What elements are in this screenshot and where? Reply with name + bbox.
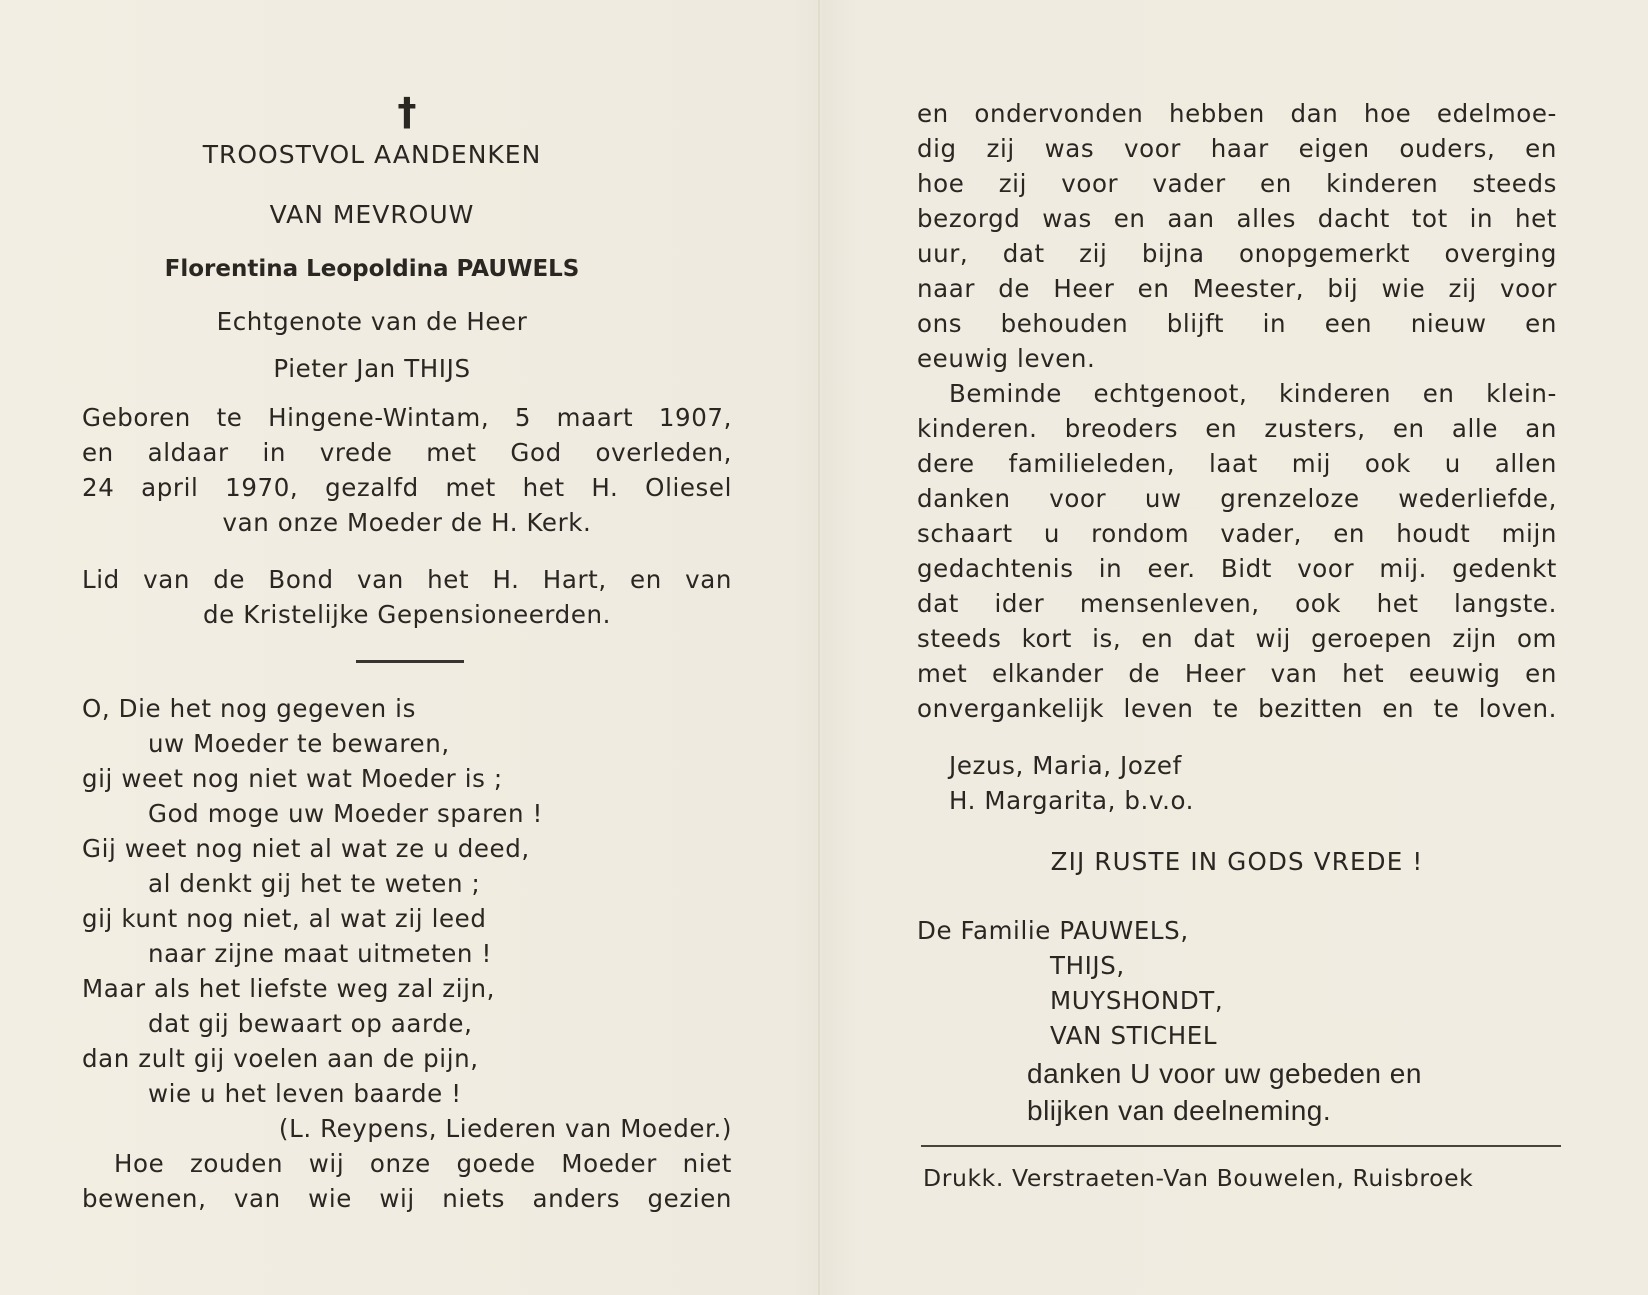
poem-line: Gij weet nog niet al wat ze u deed, <box>82 834 530 863</box>
family-name: VAN STICHEL <box>1050 1021 1218 1050</box>
poem-line: gij kunt nog niet, al wat zij leed <box>82 904 487 933</box>
title-line-2: VAN MEVROUW <box>269 200 475 229</box>
poem-line: wie u het leven baarde ! <box>148 1079 462 1108</box>
thanks-line: blijken van deelneming. <box>1027 1095 1332 1126</box>
poem-line: al denkt gij het te weten ; <box>148 869 481 898</box>
family-block <box>917 913 1557 1053</box>
thanks-block <box>917 1055 1557 1129</box>
title-line-1: TROOSTVOL AANDENKEN <box>202 140 542 169</box>
text-line: Lid van de Bond van het H. Hart, en van <box>82 565 732 594</box>
text-line: Beminde echtgenoot, kinderen en klein- <box>949 379 1557 408</box>
left-page <box>82 90 732 1216</box>
birth-death-paragraph <box>82 400 732 540</box>
printer-credit: Drukk. Verstraeten-Van Bouwelen, Ruisbroek <box>923 1164 1474 1192</box>
poem-line: dat gij bewaart op aarde, <box>148 1009 473 1038</box>
card-fold <box>818 0 820 1295</box>
prose-paragraph-2 <box>917 376 1557 726</box>
text-line: onvergankelijk leven te bezitten en te loven. <box>917 694 1557 723</box>
spouse-line-2: Pieter Jan THIJS <box>273 354 471 383</box>
poem-line: naar zijne maat uitmeten ! <box>148 939 492 968</box>
text-line: dere familieleden, laat mij ook u allen <box>917 449 1557 478</box>
thanks-line: danken U voor uw gebeden en <box>1027 1058 1422 1089</box>
text-line: gedachtenis in eer. Bidt voor mij. gedenkt <box>917 554 1557 583</box>
poem-line: uw Moeder te bewaren, <box>148 729 450 758</box>
text-line: naar de Heer en Meester, bij wie zij voor <box>917 274 1557 303</box>
text-line: de Kristelijke Gepensioneerden. <box>202 600 612 629</box>
text-line: 24 april 1970, gezalfd met het H. Oliesel <box>82 473 732 502</box>
poem-line: God moge uw Moeder sparen ! <box>148 799 543 828</box>
text-line: dat ider mensenleven, ook het langste. <box>917 589 1557 618</box>
spouse-line-1: Echtgenote van de Heer <box>216 307 528 336</box>
right-page <box>917 96 1557 1196</box>
text-line: ons behouden blijft in een nieuw en <box>917 309 1557 338</box>
text-line: en ondervonden hebben dan hoe edelmoe- <box>917 99 1557 128</box>
membership-paragraph <box>82 562 732 632</box>
bottom-rule <box>921 1145 1561 1147</box>
text-line: steeds kort is, en dat wij geroepen zijn om <box>917 624 1557 653</box>
text-line: bewenen, van wie wij niets anders gezien <box>82 1184 732 1213</box>
poem-credit: (L. Reypens, Liederen van Moeder.) <box>278 1114 732 1143</box>
poem-line: dan zult gij voelen aan de pijn, <box>82 1044 479 1073</box>
family-name: THIJS, <box>1050 951 1125 980</box>
text-line: dig zij was voor haar eigen ouders, en <box>917 134 1557 163</box>
prayer-line: H. Margarita, b.v.o. <box>949 786 1195 815</box>
text-line: met elkander de Heer van het eeuwig en <box>917 659 1557 688</box>
prayer-line: Jezus, Maria, Jozef <box>949 751 1182 780</box>
text-line: Geboren te Hingene-Wintam, 5 maart 1907, <box>82 403 732 432</box>
text-line: Hoe zouden wij onze goede Moeder niet <box>114 1149 732 1178</box>
text-line: danken voor uw grenzeloze wederliefde, <box>917 484 1557 513</box>
cross-icon: † <box>397 90 417 134</box>
poem-line: gij weet nog niet wat Moeder is ; <box>82 764 503 793</box>
text-line: kinderen. breoders en zusters, en alle an <box>917 414 1557 443</box>
text-line: eeuwig leven. <box>917 344 1096 373</box>
text-line: schaart u rondom vader, en houdt mijn <box>917 519 1557 548</box>
text-line: van onze Moeder de H. Kerk. <box>222 508 592 537</box>
prayer <box>917 748 1557 818</box>
family-intro: De Familie PAUWELS, <box>917 916 1189 945</box>
deceased-name: Florentina Leopoldina PAUWELS <box>164 256 580 282</box>
poem <box>82 691 732 1216</box>
family-name: MUYSHONDT, <box>1050 986 1224 1015</box>
rest-in-peace: ZIJ RUSTE IN GODS VREDE ! <box>1050 847 1424 876</box>
text-line: uur, dat zij bijna onopgemerkt overging <box>917 239 1557 268</box>
poem-line: O, Die het nog gegeven is <box>82 694 416 723</box>
prose-paragraph-1 <box>917 96 1557 376</box>
text-line: hoe zij voor vader en kinderen steeds <box>917 169 1557 198</box>
text-line: en aldaar in vrede met God overleden, <box>82 438 732 467</box>
poem-line: Maar als het liefste weg zal zijn, <box>82 974 496 1003</box>
text-line: bezorgd was en aan alles dacht tot in het <box>917 204 1557 233</box>
divider <box>356 660 464 663</box>
